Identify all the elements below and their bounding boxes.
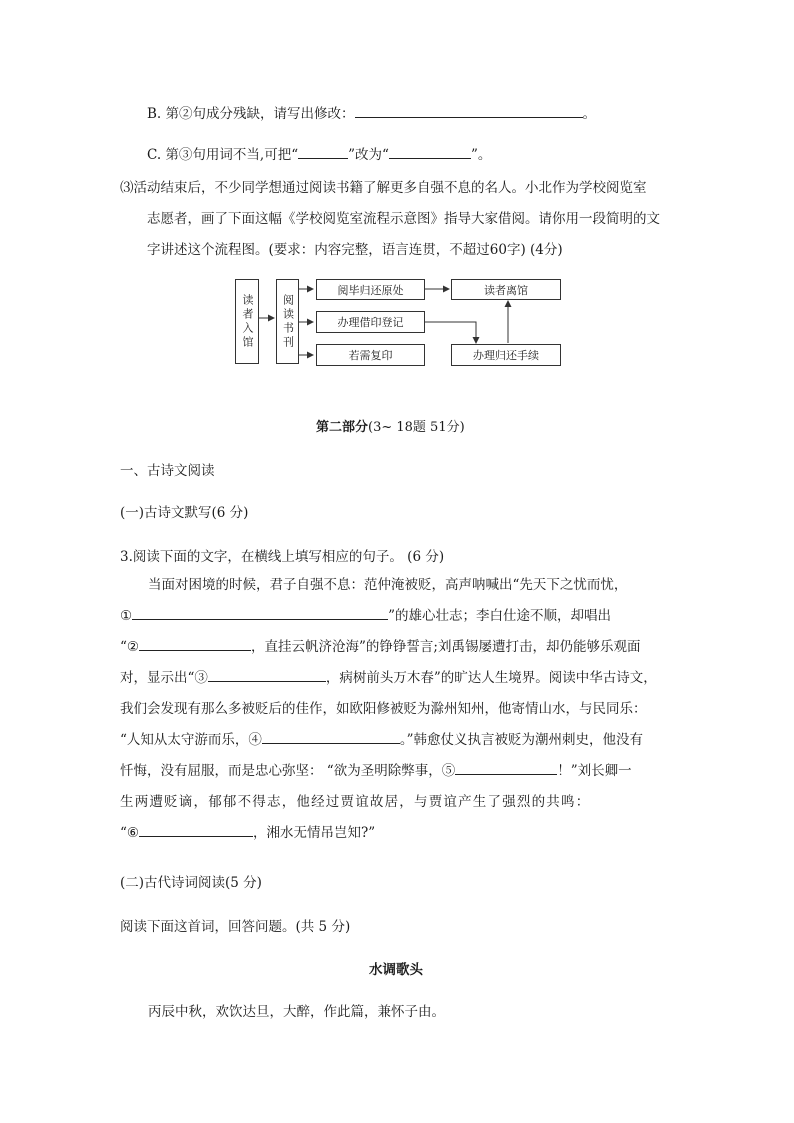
flow-box-leave <box>451 279 561 300</box>
flow-label-return-procedure: 办理归还手续 <box>473 349 539 362</box>
passage-line-4 <box>120 663 678 694</box>
poem-preface: 丙辰中秋，欢饮达旦，大醉，作此篇，兼怀子由。 <box>148 1004 445 1020</box>
subsection-1-title: (一)古诗文默写(6 分) <box>120 505 249 521</box>
answer-blank-2[interactable] <box>139 635 251 651</box>
question-3-line2: 志愿者，画了下面这幅《学校阅览室流程示意图》指导大家借阅。请你用一段简明的文 <box>147 211 660 227</box>
passage-line-2-text: ”的雄心壮志；李白仕途不顺，却唱出 <box>388 608 612 624</box>
flow-label-read: 阅读书刊 <box>281 293 295 350</box>
flow-box-read <box>276 279 299 364</box>
poem-question-stem: 阅读下面这首词，回答问题。(共 5 分) <box>120 919 351 935</box>
question-b-end: 。 <box>582 106 597 122</box>
flow-label-borrow-register: 办理借印登记 <box>337 316 404 329</box>
answer-blank-c1[interactable] <box>298 143 348 159</box>
flow-box-return-procedure <box>451 344 561 366</box>
arrow-borrow-to-procedure <box>425 322 476 343</box>
passage-line-3 <box>120 632 678 663</box>
passage-line-8: 生两遭贬谪，郁郁不得志，他经过贾谊故居，与贾谊产生了强烈的共鸣： <box>120 794 591 810</box>
fill-in-passage <box>120 570 678 849</box>
question-3-line1: ⑶活动结束后，不少同学想通过阅读书籍了解更多自强不息的名人。小北作为学校阅览室 <box>120 180 647 196</box>
part2-title: 第二部分 <box>316 420 369 435</box>
flow-label-return-origin: 阅毕归还原处 <box>337 283 404 297</box>
section-1-title: 一、古诗文阅读 <box>120 463 215 479</box>
passage-line-2 <box>120 601 678 632</box>
part2-range: (3~ 18题 51分) <box>368 420 465 435</box>
passage-line-9-text: ，湘水无情吊岂知?” <box>253 825 376 841</box>
part2-heading <box>316 416 465 435</box>
flow-label-enter: 读者入馆 <box>241 293 254 350</box>
blank-marker-4: “人知从太守游而乐，④ <box>120 732 262 748</box>
passage-line-7-text: ！”刘长卿一 <box>557 763 632 779</box>
blank-marker-1: ① <box>120 608 133 624</box>
question-3-line3: 字讲述这个流程图。(要求：内容完整，语言连贯，不超过60字) (4分) <box>147 242 563 258</box>
passage-line-9 <box>120 818 678 849</box>
answer-blank-5[interactable] <box>455 759 557 775</box>
passage-line-4-text: ，病树前头万木春”的旷达人生境界。阅读中华古诗文， <box>325 670 657 686</box>
question-c-line <box>147 143 491 163</box>
blank-marker-3: 对，显示出“③ <box>120 670 208 686</box>
flow-label-leave: 读者离馆 <box>484 283 528 297</box>
question-b-text: B. 第②句成分残缺，请写出修改： <box>147 106 355 122</box>
answer-blank-6[interactable] <box>139 821 253 837</box>
flow-box-copy <box>316 344 425 366</box>
flow-box-return-origin <box>316 279 425 300</box>
subsection-2-title: (二)古代诗词阅读(5 分) <box>120 875 262 891</box>
blank-marker-2: “② <box>120 639 140 655</box>
blank-marker-6: “⑥ <box>120 825 140 841</box>
passage-line-7 <box>120 756 678 787</box>
passage-line-6 <box>120 725 678 756</box>
question-b-line <box>147 102 596 122</box>
answer-blank-b[interactable] <box>355 102 583 118</box>
flow-label-copy: 若需复印 <box>348 349 393 362</box>
passage-line-1: 当面对困境的时候，君子自强不息：范仲淹被贬，高声呐喊出“先天下之忧而忧， <box>148 577 628 593</box>
question-c-text: C. 第③句用词不当,可把“ <box>147 147 299 163</box>
flow-box-enter <box>235 279 259 364</box>
poem-title: 水调歌头 <box>369 962 423 978</box>
passage-line-6-text: 。”韩愈仗义执言被贬为潮州刺史，他没有 <box>399 732 644 748</box>
passage-line-5: 我们会发现有那么多被贬后的佳作，如欧阳修被贬为滁州知州，他寄情山水，与民同乐： <box>120 701 647 717</box>
question-c-text-mid: ”改为“ <box>348 147 389 163</box>
passage-line-3-text: ，直挂云帆济沧海”的铮铮誓言;刘禹锡屡遭打击，却仍能够乐观面 <box>251 639 641 655</box>
question-c-text-end: ”。 <box>470 147 492 163</box>
answer-blank-4[interactable] <box>262 728 400 744</box>
flow-box-borrow-register <box>316 311 425 333</box>
answer-blank-3[interactable] <box>208 666 326 682</box>
answer-blank-c2[interactable] <box>389 143 471 159</box>
question-3-stem: 3.阅读下面的文字，在横线上填写相应的句子。 (6 分) <box>120 549 445 565</box>
answer-blank-1[interactable] <box>132 604 388 620</box>
blank-marker-5: 忏悔，没有屈服，而是忠心弥坚： “欲为圣明除弊事，⑤ <box>120 763 456 779</box>
